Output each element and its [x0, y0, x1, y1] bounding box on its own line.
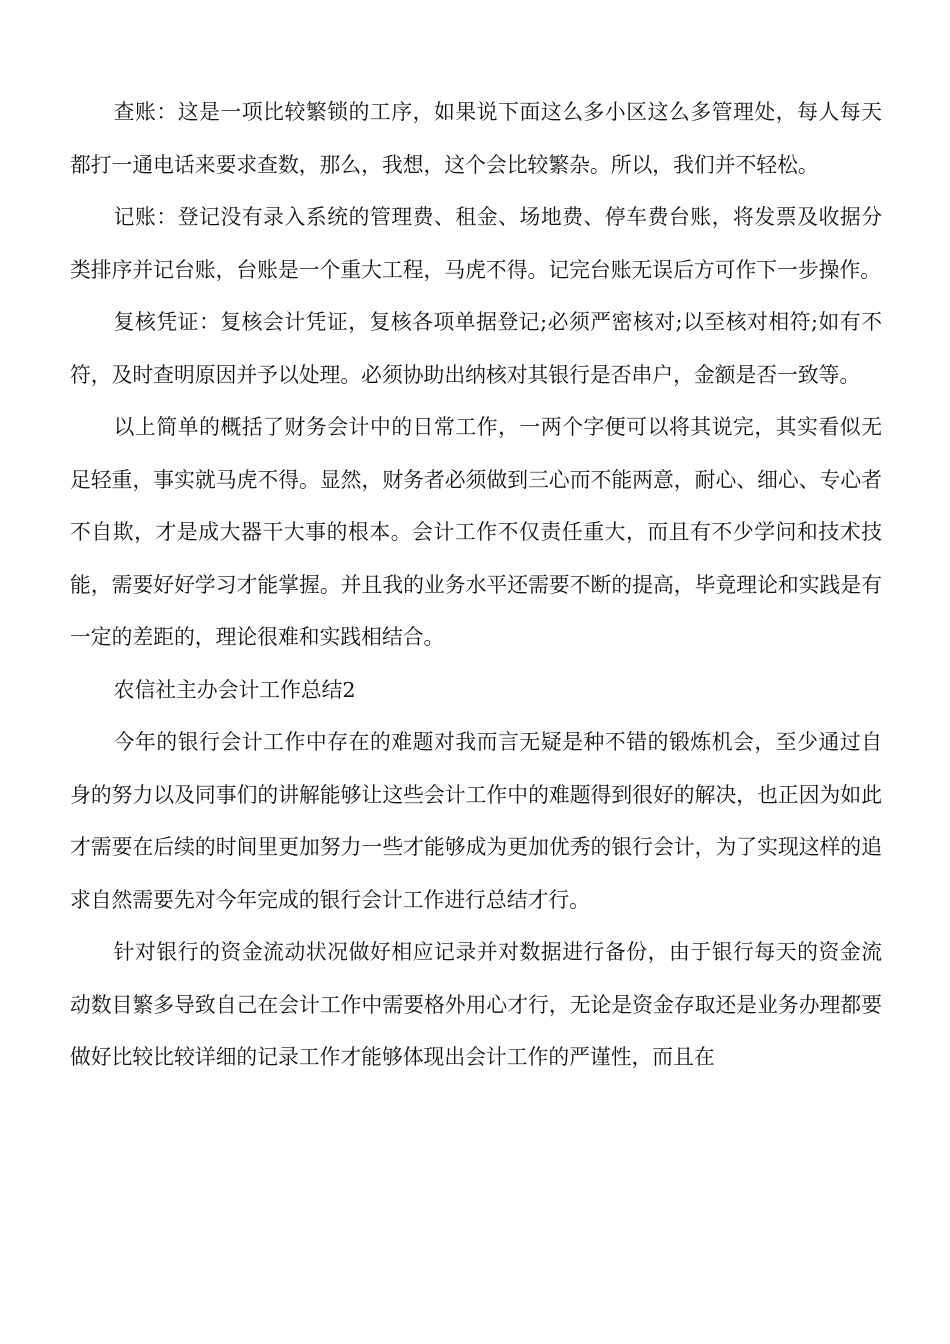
- paragraph-summary: 以上简单的概括了财务会计中的日常工作，一两个字便可以将其说完，其实看似无足轻重，事实就马虎不得。显然，财务者必须做到三心而不能两意，耐心、细心、专心者不自欺，才是成大器干大事的根本。会计工作不仅责任重大，而且有不少学问和技术技能，需要好好学习才能掌握。并且我的业务水平还需要不断的提高，毕竟理论和实践是有一定的差距的，理论很难和实践相结合。: [70, 415, 882, 649]
- paragraph-checking-accounts: 查账：这是一项比较繁锁的工序，如果说下面这么多小区这么多管理处，每人每天都打一通电话来要求查数，那么，我想，这个会比较繁杂。所以，我们并不轻松。: [70, 100, 882, 177]
- section-heading: 农信社主办会计工作总结2: [113, 677, 356, 702]
- paragraph-bookkeeping: 记账：登记没有录入系统的管理费、租金、场地费、停车费台账，将发票及收据分类排序并记台账，台账是一个重大工程，马虎不得。记完台账无误后方可作下一步操作。: [70, 205, 882, 282]
- paragraph-bank-accounting-intro: 今年的银行会计工作中存在的难题对我而言无疑是种不错的锻炼机会，至少通过自身的努力以及同事们的讲解能够让这些会计工作中的难题得到很好的解决，也正因为如此才需要在后续的时间里更加努力一些才能够成为更加优秀的银行会计，为了实现这样的追求自然需要先对今年完成的银行会计工作进行总结才行。: [70, 730, 882, 912]
- document-page: [70, 86, 882, 1084]
- paragraph-fund-flow: 针对银行的资金流动状况做好相应记录并对数据进行备份，由于银行每天的资金流动数目繁多导致自己在会计工作中需要格外用心才行，无论是资金存取还是业务办理都要做好比较比较详细的记录工作才能够体现出会计工作的严谨性，而且在: [70, 940, 882, 1069]
- paragraph-voucher-review: 复核凭证：复核会计凭证，复核各项单据登记;必须严密核对;以至核对相符;如有不符，及时查明原因并予以处理。必须协助出纳核对其银行是否串户，金额是否一致等。: [70, 310, 882, 387]
